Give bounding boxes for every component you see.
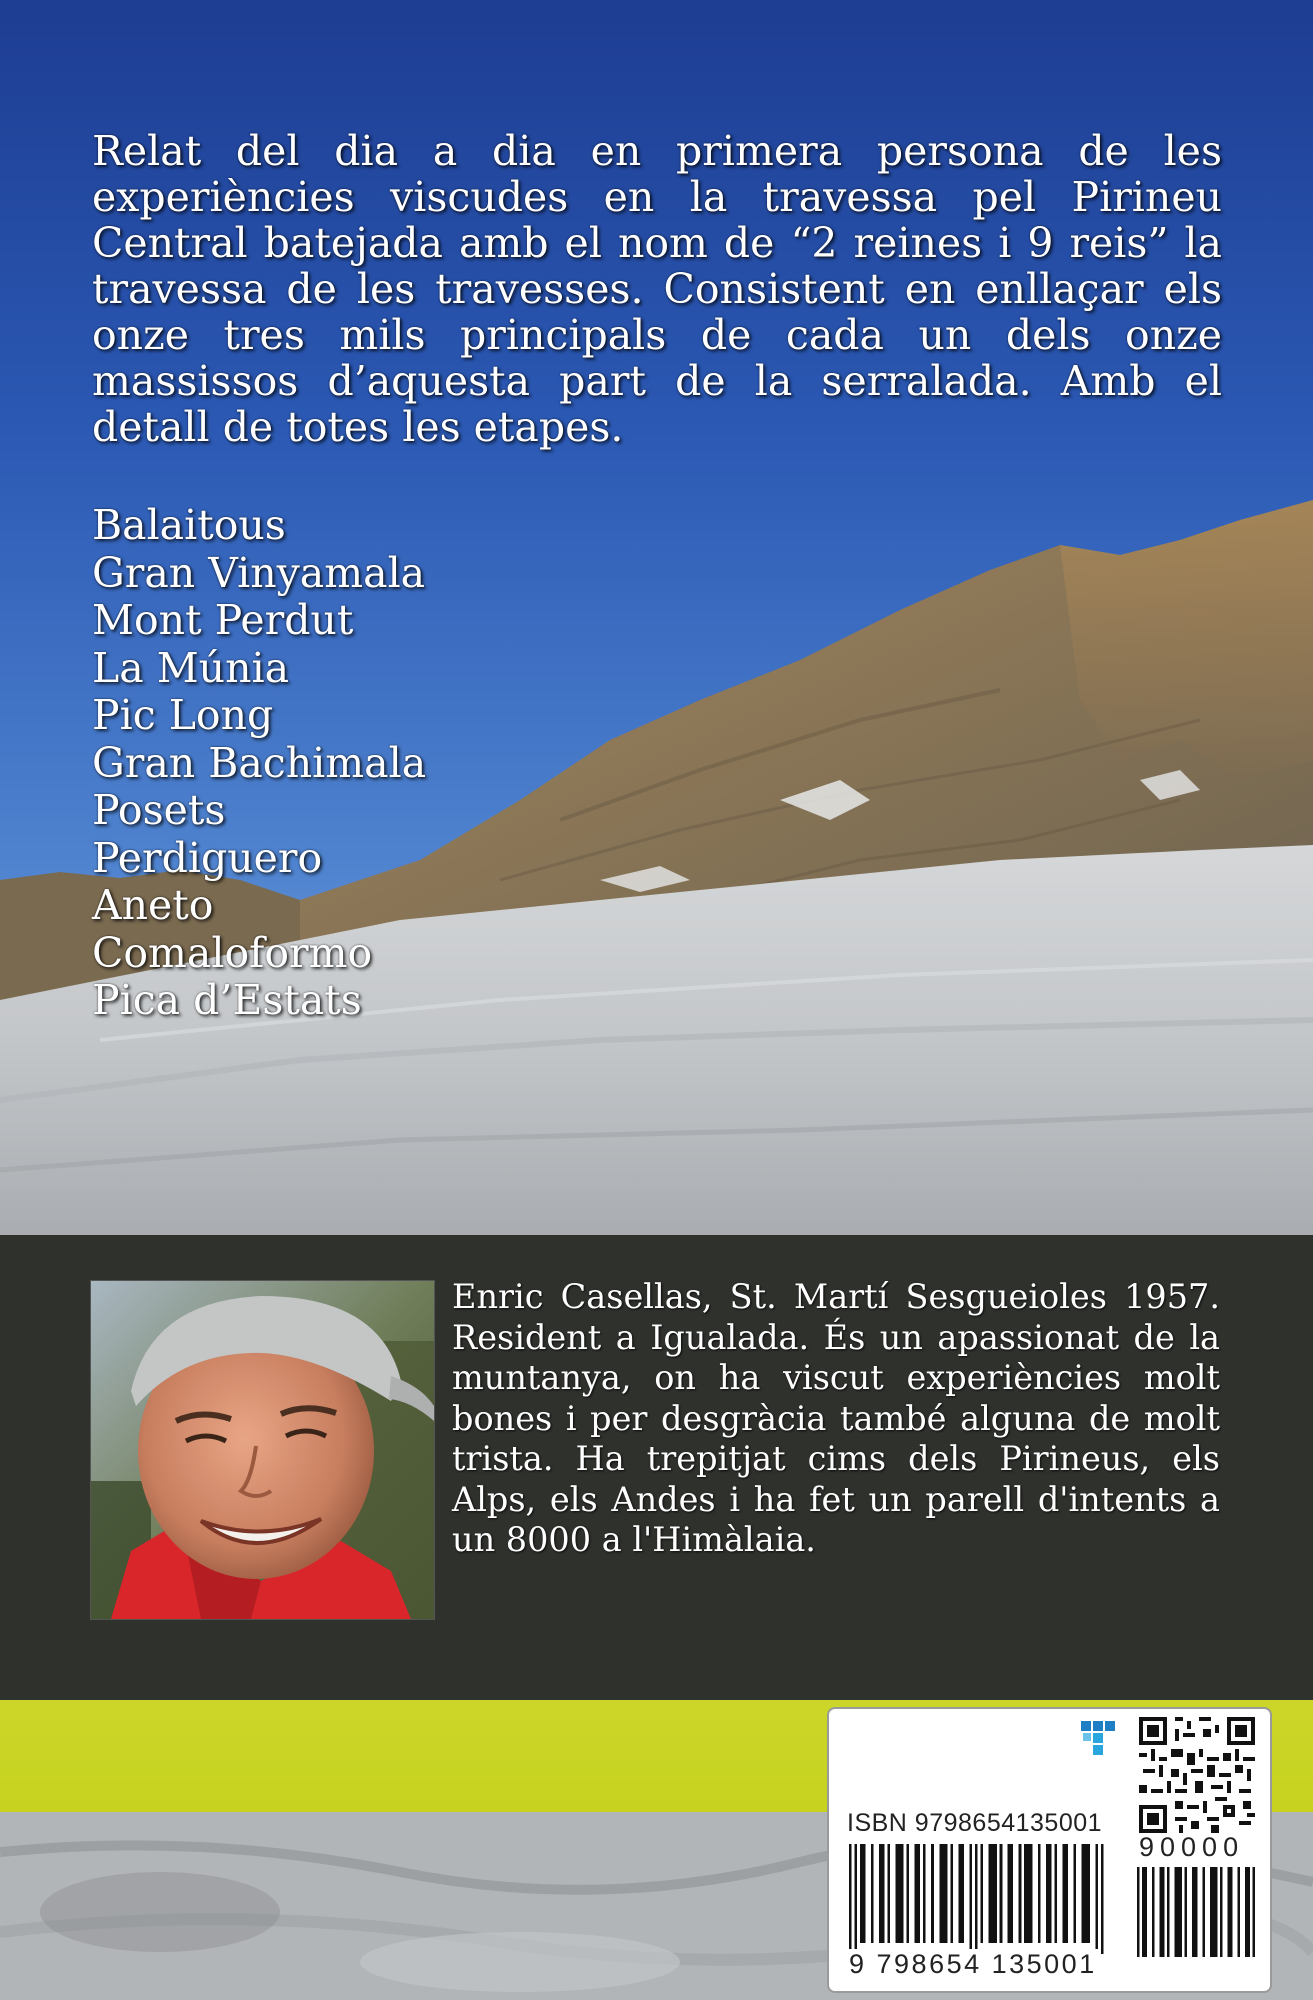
author-bio: Enric Casellas, St. Martí Sesgueioles 1957. Resident a Igualada. És un apassionat de la muntanya, on ha viscut experiències molt bones i per desgràcia també alguna de molt trista. Ha trepitjat cims dels Pirineus, els Alps, els Andes i ha fet un parell d'intents a un 8000 a l'Himàlaia. <box>452 1277 1220 1559</box>
qr-code-icon <box>1139 1717 1255 1833</box>
list-item: Gran Vinyamala <box>92 548 426 597</box>
list-item: Comaloformo <box>92 928 373 977</box>
ean-barcode <box>849 1844 1109 1954</box>
addon-barcode <box>1137 1867 1255 1957</box>
list-item: Aneto <box>92 881 214 929</box>
list-item: Mont Perdut <box>92 596 354 644</box>
list-item: Pica d’Estats <box>92 976 362 1024</box>
author-portrait <box>90 1280 435 1620</box>
list-item: Perdiguero <box>92 833 323 882</box>
list-item: La Múnia <box>92 643 290 692</box>
list-item: Pic Long <box>92 691 274 739</box>
barcode-box <box>827 1707 1272 1993</box>
list-item: Gran Bachimala <box>92 738 427 787</box>
ean-digits: 9 798654 135001 <box>849 1949 1097 1979</box>
peak-list <box>92 502 426 1025</box>
publisher-logo-icon <box>1081 1721 1115 1757</box>
list-item: Balaitous <box>92 501 286 549</box>
list-item: Posets <box>92 786 226 834</box>
book-blurb: Relat del dia a dia en primera persona de les experiències viscudes en la travessa pel Pirineu Central batejada amb el nom de “2 reines i 9 reis” la travessa de les travesses. Consistent en enllaçar els onze tres mils principals de cada un dels onze massissos d’aquesta part de la serralada. Amb el detall de totes les etapes. <box>92 127 1222 451</box>
isbn-label: ISBN 9798654135001 <box>847 1809 1103 1837</box>
addon-digits: 90000 <box>1139 1832 1245 1862</box>
